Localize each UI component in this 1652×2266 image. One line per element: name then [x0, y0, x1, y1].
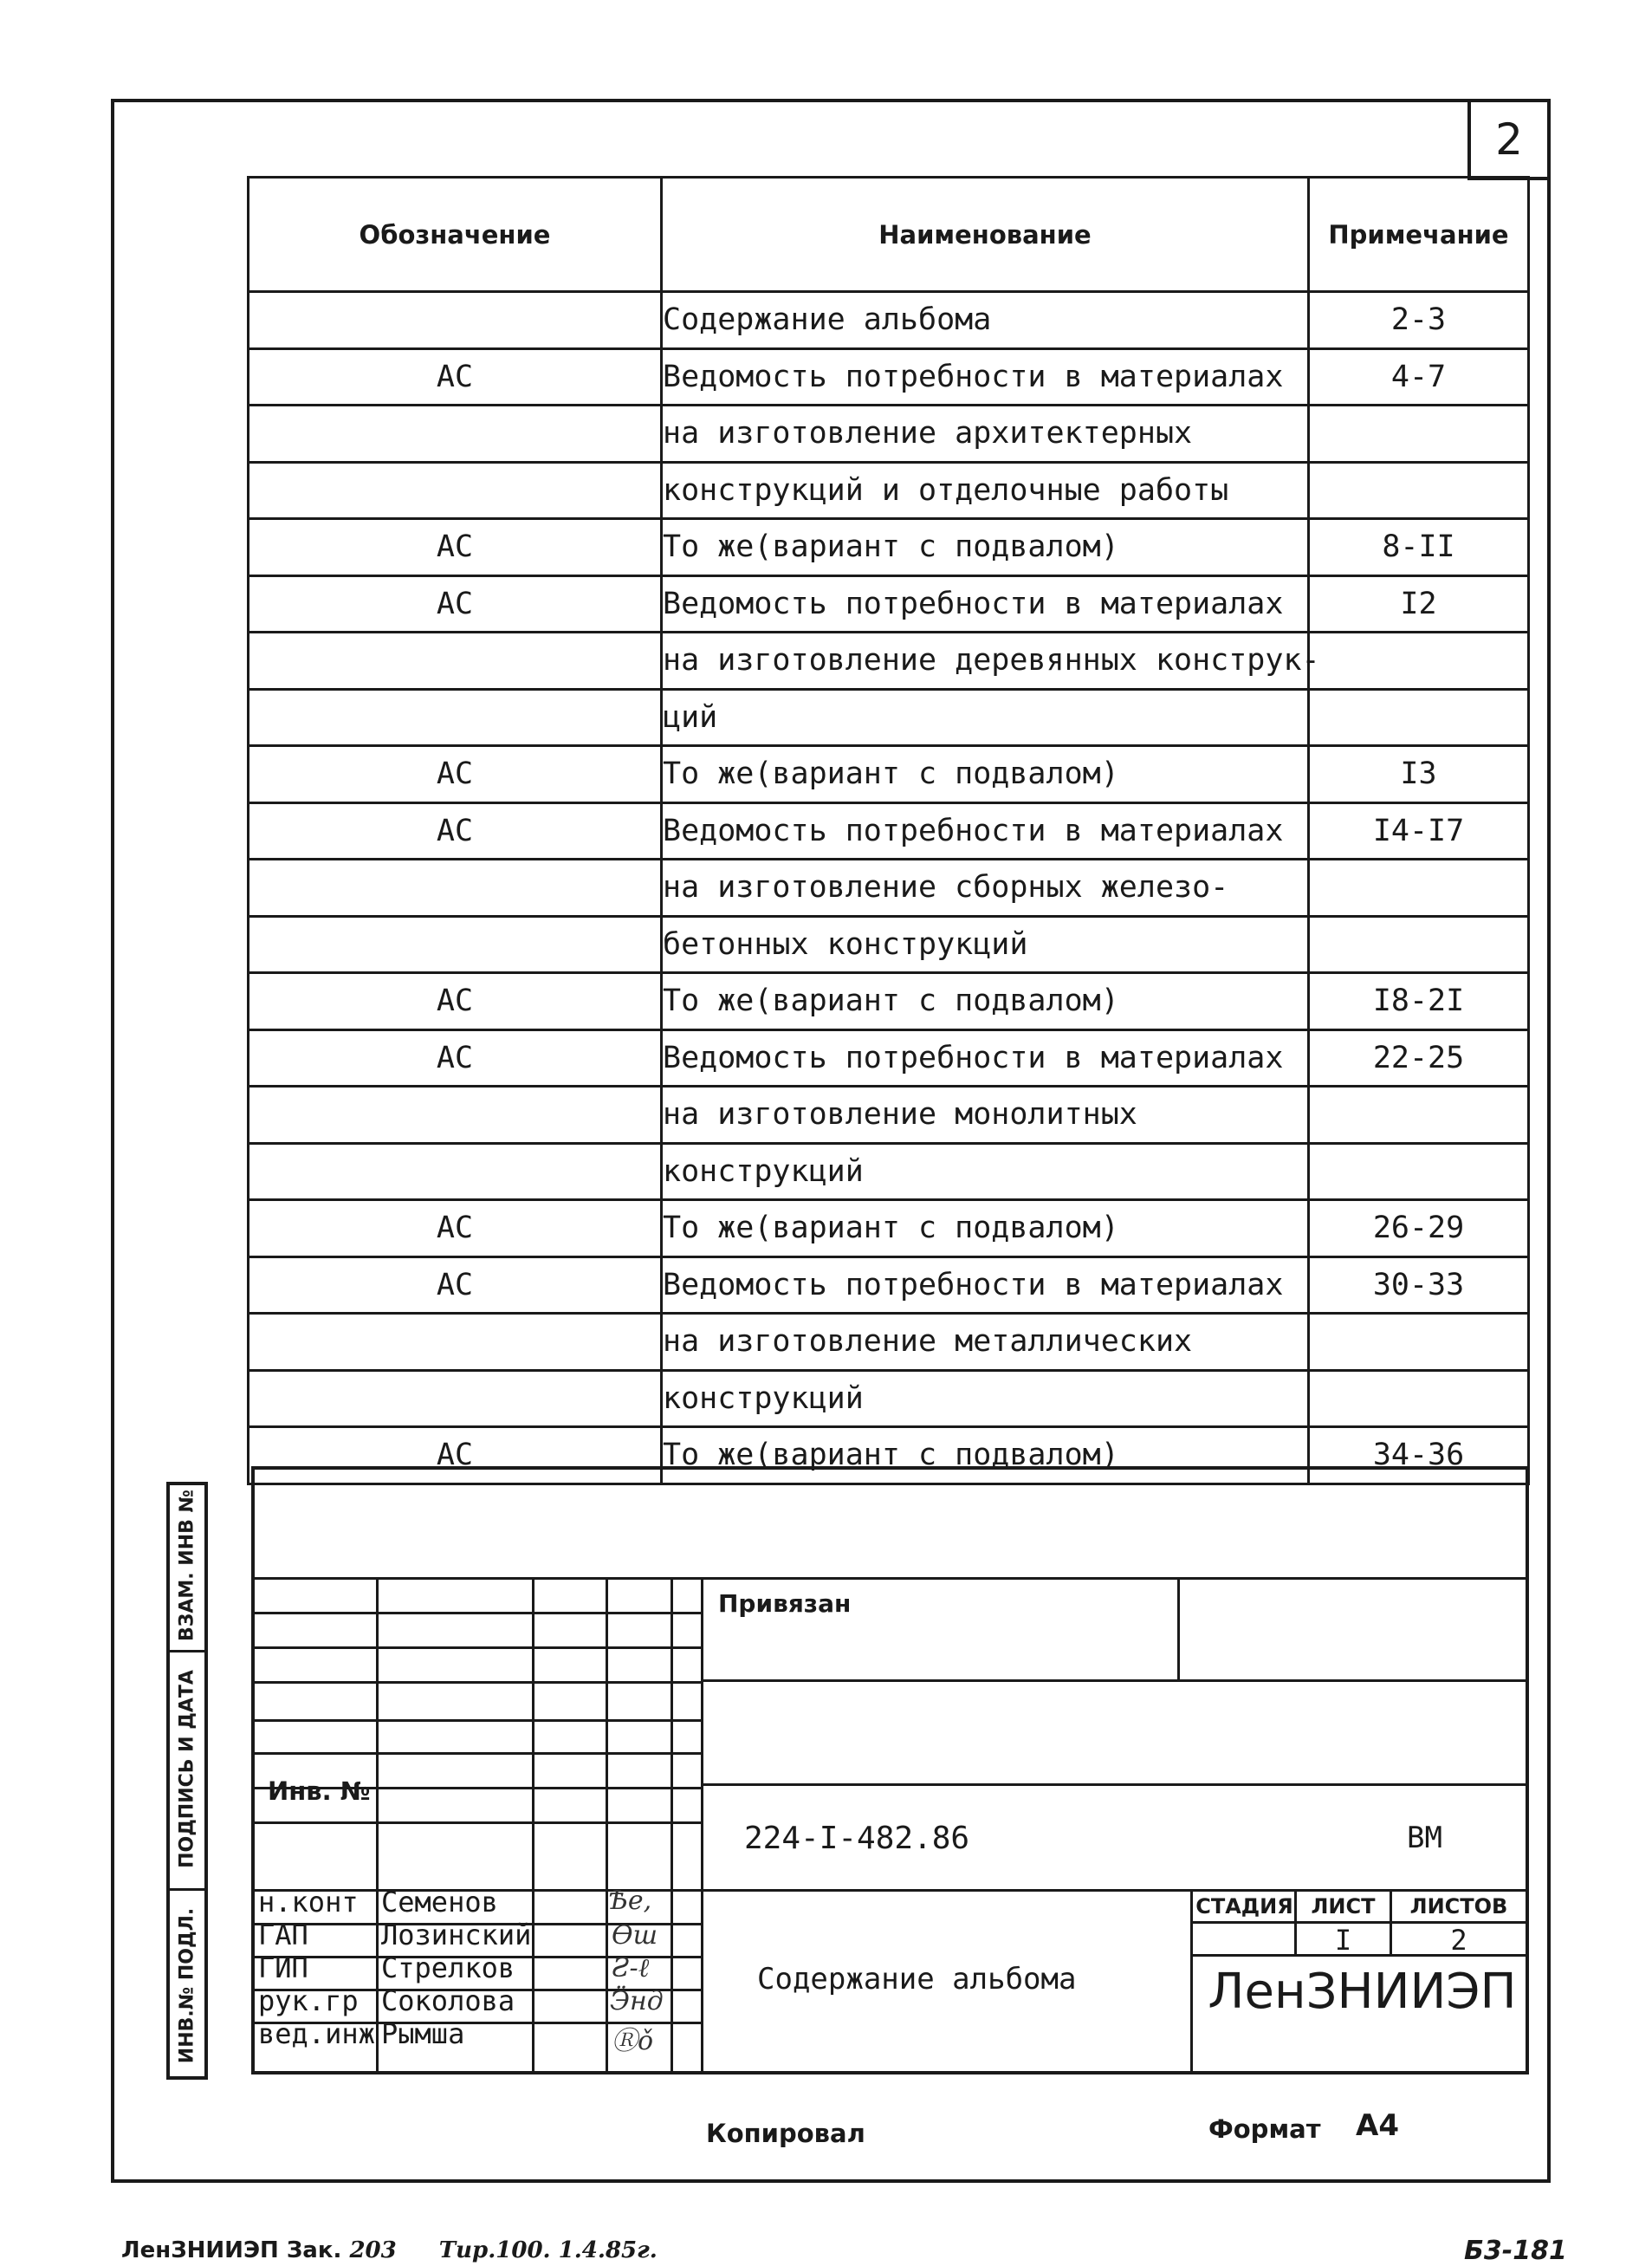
- format-label: Формат: [1208, 2114, 1321, 2144]
- row-note: I4-I7: [1309, 802, 1529, 860]
- table-row: [249, 860, 1529, 917]
- row-designation: [249, 292, 662, 349]
- row-designation: [249, 633, 662, 690]
- row-name: То же(вариант с подвалом): [662, 746, 1309, 803]
- row-designation: АС: [249, 1200, 662, 1257]
- bound-label: Привязан: [718, 1589, 852, 1618]
- row-designation: АС: [249, 1029, 662, 1087]
- footer-org-order: ЛенЗНИИЭП Зак.: [121, 2237, 342, 2263]
- row-name: конструкций и отделочные работы: [662, 462, 1309, 519]
- table-row: [249, 746, 1529, 803]
- row-designation: АС: [249, 973, 662, 1030]
- table-row: [249, 462, 1529, 519]
- row-note: [1309, 1087, 1529, 1144]
- side-label-replaced-inv: ВЗАМ. ИНВ №: [176, 1489, 198, 1642]
- sheet-label: ЛИСТ: [1311, 1894, 1376, 1919]
- row-name: Ведомость потребности в материалах: [662, 348, 1309, 406]
- signature-2: Ѳш: [612, 1920, 658, 1951]
- row-designation: [249, 462, 662, 519]
- signature-1: Ѣе,: [608, 1886, 652, 1916]
- format-value: А4: [1356, 2108, 1399, 2143]
- signer-name: Соколова: [381, 1984, 515, 2017]
- row-note: 34-36: [1309, 1427, 1529, 1484]
- side-label-original-inv: ИНВ.№ ПОДЛ.: [176, 1907, 198, 2064]
- stage-label: СТАДИЯ: [1195, 1894, 1293, 1919]
- table-row: [249, 1200, 1529, 1257]
- row-designation: [249, 860, 662, 917]
- table-row: [249, 1256, 1529, 1314]
- row-name: на изготовление архитектерных: [662, 406, 1309, 463]
- side-label-signature-date: ПОДПИСЬ И ДАТА: [176, 1670, 198, 1868]
- row-name: на изготовление монолитных: [662, 1087, 1309, 1144]
- row-designation: [249, 1087, 662, 1144]
- row-designation: [249, 916, 662, 973]
- row-name: на изготовление металлических: [662, 1314, 1309, 1371]
- row-name: То же(вариант с подвалом): [662, 1427, 1309, 1484]
- row-designation: АС: [249, 746, 662, 803]
- row-note: 4-7: [1309, 348, 1529, 406]
- signer-name: Рымша: [381, 2017, 465, 2050]
- row-note: [1309, 1314, 1529, 1371]
- table-row: [249, 1143, 1529, 1200]
- row-designation: [249, 1314, 662, 1371]
- table-row: [249, 348, 1529, 406]
- copied-label: Копировал: [706, 2119, 865, 2148]
- signer-role: вед.инж: [258, 2017, 375, 2050]
- row-name: на изготовление деревянных конструк-: [662, 633, 1309, 690]
- row-note: [1309, 1370, 1529, 1427]
- footer-left: [121, 2237, 658, 2263]
- signer-name: Лозинский: [381, 1919, 532, 1951]
- row-note: [1309, 462, 1529, 519]
- row-designation: [249, 1370, 662, 1427]
- signer-role: н.конт: [258, 1886, 359, 1919]
- footer-print-run: Тир.100. 1.4.85г.: [438, 2237, 658, 2263]
- row-name: То же(вариант с подвалом): [662, 1200, 1309, 1257]
- document-title: Содержание альбома: [757, 1962, 1077, 1997]
- sheets-value: 2: [1450, 1924, 1467, 1957]
- row-note: [1309, 406, 1529, 463]
- sheets-label: ЛИСТОВ: [1409, 1894, 1508, 1919]
- row-name: Ведомость потребности в материалах: [662, 575, 1309, 633]
- inv-number-label: Инв. №: [268, 1776, 371, 1806]
- table-row: [249, 973, 1529, 1030]
- row-note: [1309, 860, 1529, 917]
- row-note: 8-II: [1309, 519, 1529, 576]
- row-note: [1309, 1143, 1529, 1200]
- row-designation: [249, 406, 662, 463]
- document-mark: ВМ: [1407, 1821, 1442, 1855]
- row-designation: [249, 689, 662, 746]
- row-note: I3: [1309, 746, 1529, 803]
- signer-name: Семенов: [381, 1886, 498, 1919]
- table-row: [249, 575, 1529, 633]
- table-row: [249, 1370, 1529, 1427]
- row-name: на изготовление сборных железо-: [662, 860, 1309, 917]
- document-code: 224-I-482.86: [744, 1821, 970, 1856]
- table-row: [249, 916, 1529, 973]
- row-note: I2: [1309, 575, 1529, 633]
- sheet-value: I: [1334, 1924, 1352, 1957]
- signer-name: Стрелков: [381, 1951, 515, 1984]
- table-row: [249, 1029, 1529, 1087]
- row-note: 2-3: [1309, 292, 1529, 349]
- footer-code: Б3-181: [1464, 2236, 1567, 2266]
- row-designation: АС: [249, 1427, 662, 1484]
- row-note: [1309, 916, 1529, 973]
- row-name: Ведомость потребности в материалах: [662, 1256, 1309, 1314]
- row-note: 30-33: [1309, 1256, 1529, 1314]
- row-designation: АС: [249, 575, 662, 633]
- header-note: Примечание: [1309, 178, 1529, 292]
- row-name: Ведомость потребности в материалах: [662, 1029, 1309, 1087]
- row-designation: АС: [249, 802, 662, 860]
- table-row: [249, 1087, 1529, 1144]
- contents-table: [247, 176, 1530, 1485]
- row-designation: АС: [249, 519, 662, 576]
- row-name: Содержание альбома: [662, 292, 1309, 349]
- signature-5: Ⓡǒ: [612, 2026, 654, 2056]
- row-note: I8-2I: [1309, 973, 1529, 1030]
- title-block: [251, 1466, 1529, 2074]
- table-row: [249, 633, 1529, 690]
- organization-name: ЛенЗНИИЭП: [1208, 1964, 1517, 2020]
- row-note: [1309, 633, 1529, 690]
- table-row: [249, 802, 1529, 860]
- header-name: Наименование: [662, 178, 1309, 292]
- table-row: [249, 519, 1529, 576]
- signer-role: ГАП: [258, 1919, 308, 1951]
- signature-4: Ӭнд: [610, 1986, 664, 2016]
- sheet-number: 2: [1495, 114, 1523, 165]
- row-note: 26-29: [1309, 1200, 1529, 1257]
- row-name: конструкций: [662, 1370, 1309, 1427]
- row-name: То же(вариант с подвалом): [662, 973, 1309, 1030]
- row-name: Ведомость потребности в материалах: [662, 802, 1309, 860]
- table-header-row: [249, 178, 1529, 292]
- table-row: [249, 689, 1529, 746]
- row-name: конструкций: [662, 1143, 1309, 1200]
- signature-3: Ƨ-ℓ: [612, 1953, 650, 1984]
- table-row: [249, 292, 1529, 349]
- row-note: 22-25: [1309, 1029, 1529, 1087]
- row-designation: АС: [249, 348, 662, 406]
- row-name: бетонных конструкций: [662, 916, 1309, 973]
- signer-role: ГИП: [258, 1951, 308, 1984]
- sheet-number-box: [1467, 102, 1547, 180]
- table-row: [249, 1314, 1529, 1371]
- signer-role: рук.гр: [258, 1984, 359, 2017]
- table-row: [249, 406, 1529, 463]
- footer-order-number: 203: [349, 2237, 397, 2263]
- row-designation: АС: [249, 1256, 662, 1314]
- side-strip: [166, 1482, 208, 2080]
- row-note: [1309, 689, 1529, 746]
- row-designation: [249, 1143, 662, 1200]
- row-name: То же(вариант с подвалом): [662, 519, 1309, 576]
- header-designation: Обозначение: [249, 178, 662, 292]
- row-name: ций: [662, 689, 1309, 746]
